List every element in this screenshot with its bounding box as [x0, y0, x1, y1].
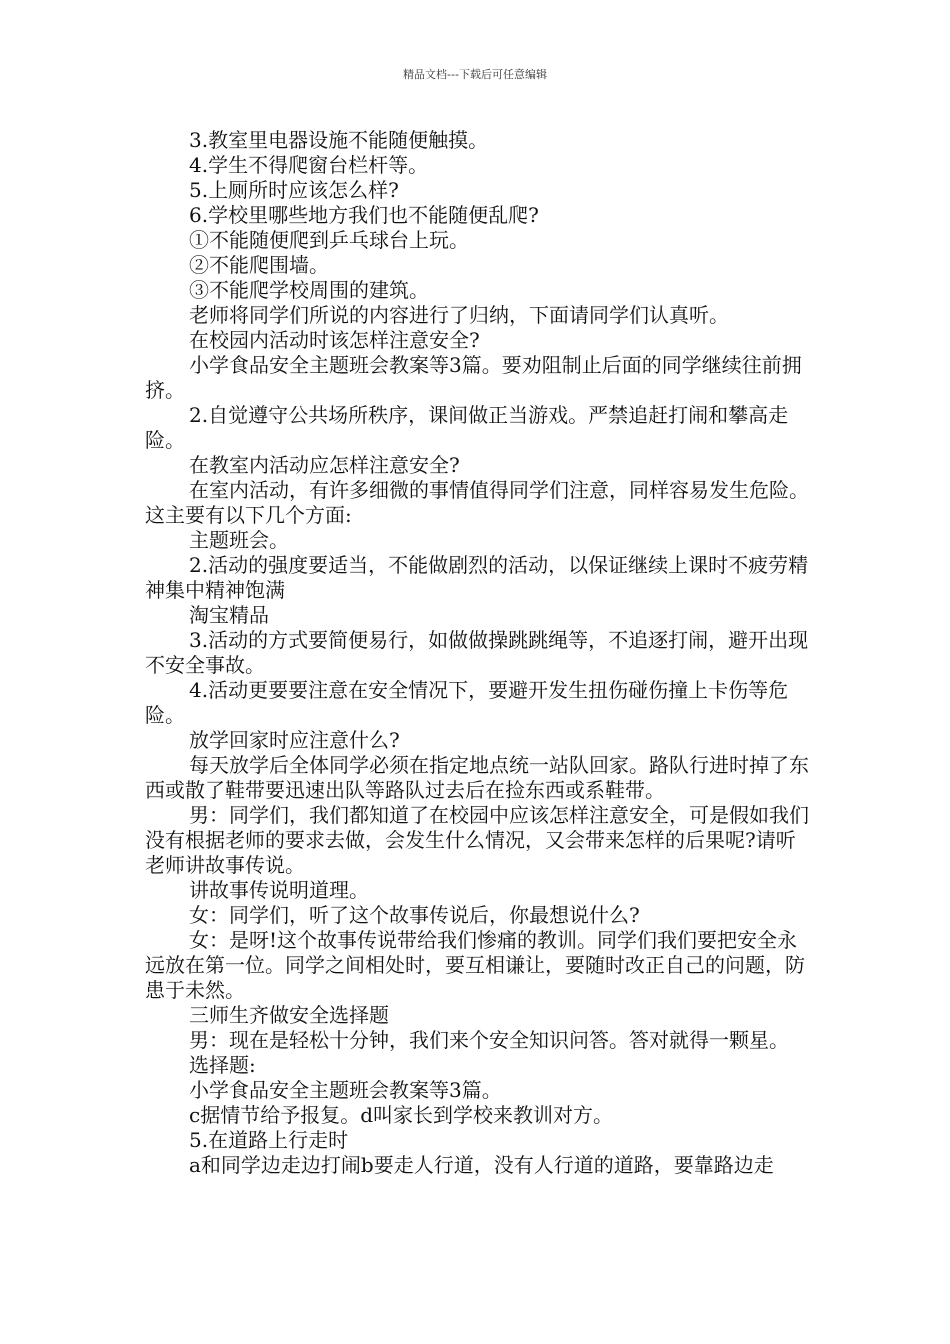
- paragraph: 4.学生不得爬窗台栏杆等。: [189, 153, 429, 177]
- paragraph: 4.活动更要要注意在安全情况下，要避开发生扭伤碰伤撞上卡伤等危险。: [145, 678, 789, 727]
- paragraph: 淘宝精品: [189, 603, 269, 627]
- paragraph: 选择题:: [189, 1053, 256, 1077]
- document-body: [145, 128, 813, 1178]
- paragraph: 在室内活动，有许多细微的事情值得同学们注意，同样容易发生危险。这主要有以下几个方面:: [145, 478, 809, 527]
- paragraph: ②不能爬围墙。: [189, 253, 329, 277]
- paragraph: 放学回家时应注意什么?: [189, 728, 400, 752]
- paragraph: 小学食品安全主题班会教案等3篇。: [189, 1078, 502, 1102]
- paragraph: 6.学校里哪些地方我们也不能随便乱爬?: [189, 203, 539, 227]
- paragraph: ③不能爬学校周围的建筑。: [189, 278, 429, 302]
- paragraph: 5.在道路上行走时: [189, 1128, 349, 1152]
- paragraph: 在教室内活动应怎样注意安全?: [189, 453, 460, 477]
- paragraph: 3.活动的方式要简便易行，如做做操跳跳绳等，不追逐打闹，避开出现不安全事故。: [145, 628, 809, 677]
- paragraph: 3.教室里电器设施不能随便触摸。: [189, 128, 489, 152]
- paragraph: 女：同学们，听了这个故事传说后，你最想说什么?: [189, 903, 640, 927]
- paragraph: a和同学边走边打闹b要走人行道，没有人行道的道路，要靠路边走: [189, 1153, 774, 1177]
- paragraph: ①不能随便爬到乒乓球台上玩。: [189, 228, 469, 252]
- paragraph: 老师将同学们所说的内容进行了归纳，下面请同学们认真听。: [189, 303, 729, 327]
- paragraph: 讲故事传说明道理。: [189, 878, 369, 902]
- page-header: 精品文档---下载后可任意编辑: [403, 68, 547, 81]
- paragraph: 男：现在是轻松十分钟，我们来个安全知识问答。答对就得一颗星。: [189, 1028, 789, 1052]
- paragraph: 男：同学们，我们都知道了在校园中应该怎样注意安全，可是假如我们没有根据老师的要求去做，会发生什么情况，又会带来怎样的后果呢?请听老师讲故事传说。: [145, 803, 809, 877]
- paragraph: c据情节给予报复。d叫家长到学校来教训对方。: [189, 1103, 614, 1127]
- paragraph: 女：是呀!这个故事传说带给我们惨痛的教训。同学们我们要把安全永远放在第一位。同学之间相处时，要互相谦让，要随时改正自己的问题，防患于未然。: [145, 928, 805, 1002]
- paragraph: 2.自觉遵守公共场所秩序，课间做正当游戏。严禁追赶打闹和攀高走险。: [145, 403, 789, 452]
- paragraph: 三师生齐做安全选择题: [189, 1003, 389, 1027]
- paragraph: 5.上厕所时应该怎么样?: [189, 178, 399, 202]
- paragraph: 2.活动的强度要适当，不能做剧烈的活动，以保证继续上课时不疲劳精神集中精神饱满: [145, 553, 809, 602]
- paragraph: 小学食品安全主题班会教案等3篇。要劝阻制止后面的同学继续往前拥挤。: [145, 353, 802, 402]
- paragraph: 每天放学后全体同学必须在指定地点统一站队回家。路队行进时掉了东西或散了鞋带要迅速出队等路队过去后在捡东西或系鞋带。: [145, 753, 809, 802]
- paragraph: 主题班会。: [189, 528, 289, 552]
- paragraph: 在校园内活动时该怎样注意安全?: [189, 328, 480, 352]
